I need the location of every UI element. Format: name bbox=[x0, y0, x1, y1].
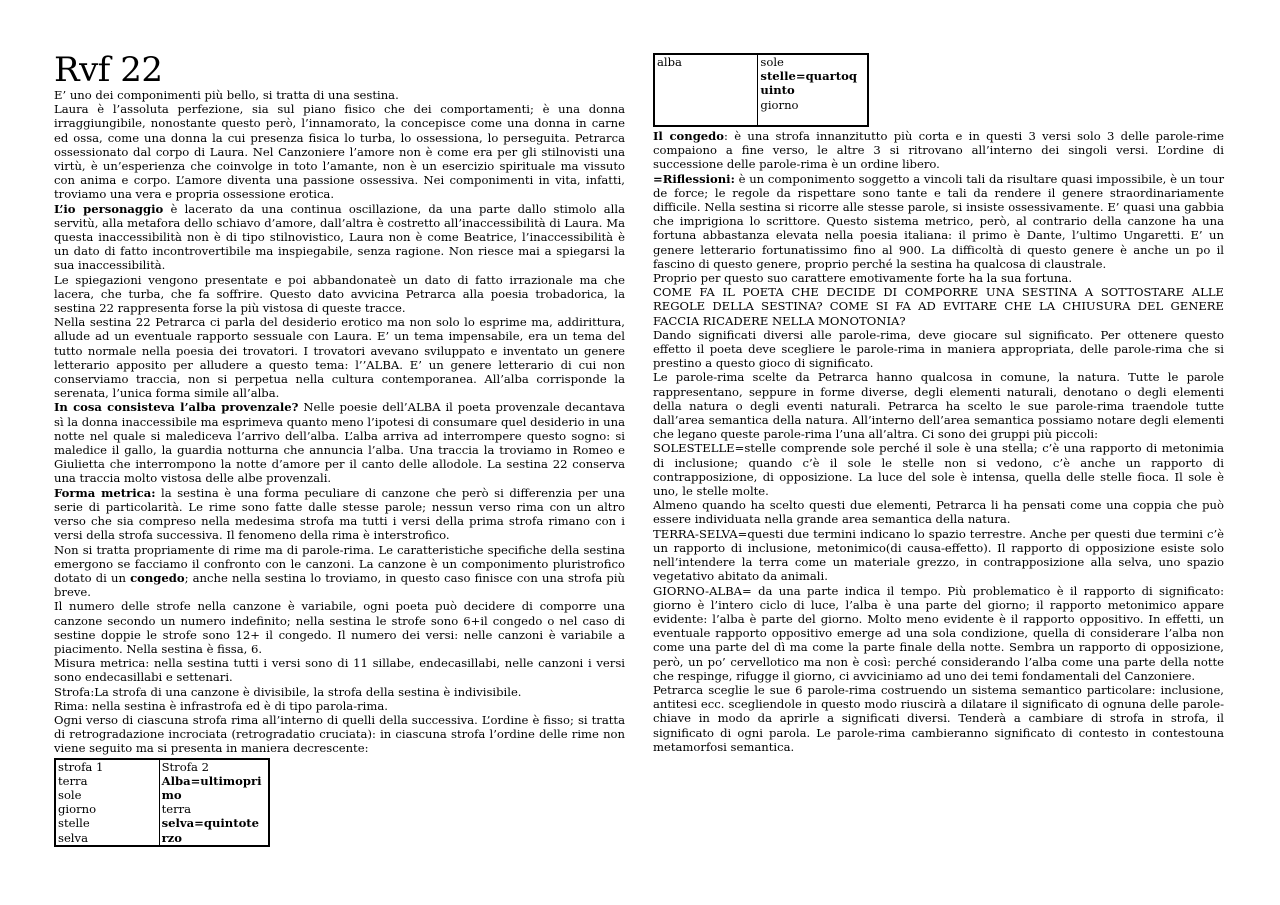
question-paragraph: COME FA IL POETA CHE DECIDE DI COMPORRE UNA SESTINA A SOTTOSTARE ALLE REGOLE DELLA SESTINA? COME SI FA AD EVITARE CHE LA CHIUSURA DEL GENERE FACCIA RICADERE NELLA MONOTONIA? bbox=[653, 285, 1224, 328]
congedo-heading: Il congedo bbox=[653, 129, 725, 143]
intro-paragraph: E’ uno dei componimenti più bello, si tratta di una sestina. bbox=[54, 88, 399, 102]
significati-paragraph: Dando significati diversi alle parole-rima, deve giocare sul significato. Per ottenere questo effetto il poeta deve scegliere le parole-rima in maniera appropriata, delle parole-rima che si prestino a questo gioco di significato. bbox=[653, 327, 1224, 371]
table-cell: alba bbox=[654, 54, 758, 126]
table-cell: terra bbox=[58, 773, 88, 788]
io-personaggio-text: è lacerato da una continua oscillazione, da una parte dallo stimolo alla servitù, alla metafora dello schiavo d’amore, dall’altra è costretto all’inaccessibilità di Laura. Ma questa inaccessibilità non è di tipo stilnovistico, Laura non è come Beatrice, l’inaccessibilità è un dato di fatto incontrovertibile ma inspiegabile, senza ragione. Non riesce mai a spiegarsi la sua inaccessibilità. bbox=[54, 201, 625, 273]
strofe-table bbox=[54, 758, 270, 847]
table-cell: Alba=ultimopri mo bbox=[161, 773, 262, 802]
io-personaggio-heading: L’io personaggio bbox=[54, 201, 164, 216]
congedo-paragraph bbox=[653, 129, 1224, 172]
alba-provenzale-text: Nelle poesie dell’ALBA il poeta provenzale decantava sì la donna inaccessibile ma esprimeva quanto meno l’ipotesi di consumare quel desiderio in una notte nel quale si malediceva l’arrivo dell’alba. L’alba arriva ad interrompere questo sogno: si maledice il gallo, la guardia notturna che annuncia l’alba. Una traccia la troviamo in Romeo e Giulietta che interrompono la notte d’amore per il canto delle allodole. La sestina 22 conserva una traccia molto vistosa delle albe provenzali. bbox=[54, 400, 625, 486]
alba-provenzale-paragraph bbox=[54, 400, 625, 485]
table-cell: Strofa 2 bbox=[161, 759, 209, 774]
right-column bbox=[653, 53, 1224, 754]
coppia-paragraph: Almeno quando ha scelto questi due elementi, Petrarca li ha pensati come una coppia che può essere individuata nella grande area semantica della natura. bbox=[653, 498, 1224, 527]
table-cell: sole bbox=[760, 55, 784, 69]
parole-rima-paragraph bbox=[54, 543, 625, 600]
riflessioni-heading: =Riflessioni: bbox=[653, 171, 735, 186]
congedo-table bbox=[653, 53, 869, 127]
table-cell: selva=quintote rzo bbox=[161, 816, 260, 845]
strofa1-column bbox=[55, 759, 159, 846]
congedo-text: : è una strofa innanzitutto più corta e in questi 3 versi solo 3 delle parole-rime compaiono a fine verso, le altre 3 si ritrovano all’interno dei singoli versi. L’ordine di successione delle parole-rima è un ordine libero. bbox=[653, 129, 1224, 172]
table-cell: giorno bbox=[58, 802, 97, 817]
misura-metrica-paragraph: Misura metrica: nella sestina tutti i versi sono di 11 sillabe, endecasillabi, nelle canzoni i versi sono endecasillabi e settenari. bbox=[54, 656, 625, 685]
alba-provenzale-heading: In cosa consisteva l’alba provenzale? bbox=[54, 400, 299, 415]
sole-stelle-paragraph: SOLESTELLE=stelle comprende sole perché il sole è una stella; c’è una rapporto di metonimia di inclusione; quando c’è il sole le stelle non si vedono, c’è anche un rapporto di contrapposizione, di opposizione. La luce del sole è intensa, quella delle stelle fioca. Il sole è uno, le stelle molte. bbox=[653, 441, 1224, 499]
io-personaggio-paragraph bbox=[54, 202, 625, 273]
numero-strofe-paragraph: Il numero delle strofe nella canzone è variabile, ogni poeta può decidere di comporre una canzone secondo un numero indefinito; nella sestina le strofe sono 6+il congedo o nel caso di sestine doppie le strofe sono 12+ il congedo. Il numero dei versi: nelle canzoni è variabile a piacimento. Nella sestina è fissa, 6. bbox=[54, 599, 625, 656]
page-title: Rvf 22 bbox=[54, 50, 163, 90]
table-cell: stelle=quartoq uinto bbox=[760, 69, 857, 98]
sistema-semantico-paragraph: Petrarca sceglie le sue 6 parole-rima costruendo un sistema semantico particolare: inclusione, antitesi ecc. scegliendole in questo modo riuscirà a dilatare il significato di ognuna delle parole-chiave in modo da aprirle a significati diversi. Tenderà a cambiare di strofa in strofa, il significato di ogni parola. Le parole-rima cambieranno significato di contesto in contestouna metamorfosi semantica. bbox=[653, 682, 1224, 754]
retrogradatio-paragraph: Ogni verso di ciascuna strofa rima all’interno di quelli della successiva. L’ordine è fisso; si tratta di retrogradazione incrociata (retrogradatio cruciata): in ciascuna strofa l’ordine delle rime non viene seguito ma si presenta in maniera decrescente: bbox=[54, 712, 625, 756]
table-cell: giorno bbox=[760, 97, 799, 112]
table-cell: terra bbox=[161, 802, 192, 817]
terra-selva-paragraph: TERRA-SELVA=questi due termini indicano lo spazio terrestre. Anche per questi due termini c’è un rapporto di inclusione, metonimico(di causa-effetto). Il rapporto di opposizione esiste solo nell’intendere la terra come un materiale grezzo, in contrapposizione alla selva, uno spazio vegetativo abitato da animali. bbox=[653, 526, 1224, 584]
left-column bbox=[54, 52, 625, 847]
parole-rima-text-b: ; anche nella sestina lo troviamo, in questo caso finisce con una strofa più breve. bbox=[54, 570, 626, 600]
congedo-term: congedo bbox=[130, 570, 185, 585]
table-cell: sole bbox=[58, 787, 82, 802]
table-cell: stelle bbox=[58, 816, 90, 831]
strofa-paragraph: Strofa:La strofa di una canzone è divisibile, la strofa della sestina è indivisibile. bbox=[54, 684, 522, 699]
laura-paragraph: Laura è l’assoluta perfezione, sia sul piano fisico che dei comportamenti; è una donna irraggiungibile, nonostante questo però, l’innamorato, la concepisce come una donna in carne ed ossa, come una donna la cui presenza fisica lo turba, lo ossessiona, lo perseguita. Petrarca ossessionato dal corpo di Laura. Nel Canzoniere l’amore non è come era per gli stilnovisti una virtù, è un’esperienza che coinvolge in toto l’amante, non è un esercizio spirituale ma vissuto con anima e corpo. L’amore diventa una passione ossessiva. Nei componimenti in vita, infatti, troviamo una vera e propria ossessione erotica. bbox=[54, 102, 625, 202]
rima-paragraph: Rima: nella sestina è infrastrofa ed è di tipo parola-rima. bbox=[54, 698, 388, 713]
congedo-table-column bbox=[758, 54, 868, 126]
forma-metrica-paragraph bbox=[54, 486, 625, 543]
forma-metrica-heading: Forma metrica: bbox=[54, 485, 156, 500]
strofa2-column bbox=[159, 759, 269, 846]
desiderio-paragraph: Nella sestina 22 Petrarca ci parla del desiderio erotico ma non solo lo esprime ma, addirittura, allude ad un eventuale rapporto sessuale con Laura. E’ un tema impensabile, era un tema del tutto normale nella poesia dei trovatori. I trovatori avevano sviluppato e inventato un genere letterario apposito per alludere a questo tema: l’’ALBA. E’ un genere letterario di cui non conserviamo traccia, non si perpetua nella cultura contemporanea. All’alba corrisponde la serenata, l’unica forma simile all’alba. bbox=[54, 315, 625, 401]
riflessioni-paragraph bbox=[653, 172, 1224, 271]
natura-paragraph: Le parole-rima scelte da Petrarca hanno qualcosa in comune, la natura. Tutte le parole rappresentano, seppure in forme diverse, degli elementi naturali, denotano o degli elementi della natura o degli eventi naturali. Petrarca ha scelto le sue parole-rima traendole tutte dall’area semantica della natura. All’interno dell’area semantica possiamo notare degli elementi che legano queste parole-rima l’una all’altra. Ci sono dei gruppi più piccoli: bbox=[653, 370, 1224, 442]
spiegazioni-paragraph: Le spiegazioni vengono presentate e poi abbandonateè un dato di fatto irrazionale ma che lacera, che turba, che fa soffrire. Questo dato avvicina Petrarca alla poesia trobadorica, la sestina 22 rappresenta forse la più vistosa di queste tracce. bbox=[54, 272, 625, 316]
fortuna-paragraph: Proprio per questo suo carattere emotivamente forte ha la sua fortuna. bbox=[653, 271, 1072, 286]
table-cell: selva bbox=[58, 830, 88, 845]
riflessioni-text: è un componimento soggetto a vincoli tali da risultare quasi impossibile, è un tour de force; le regole da rispettare sono tante e tali da rendere il genere straordinariamente difficile. Nella sestina si ricorre alle stesse parole, si insiste ossessivamente. E’ quasi una gabbia che imprigiona lo scrittore. Questo sistema metrico, però, al contrario della canzone ha una fortuna abbastanza elevata nella poesia italiana: il primo è Dante, l’ultimo Ungaretti. E’ un genere letterario fortunatissimo fino al 900. La difficoltà di questo genere è anche un po il fascino di questo genere, proprio perché la sestina ha qualcosa di claustrale. bbox=[653, 171, 1224, 271]
table-cell: strofa 1 bbox=[58, 759, 104, 774]
forma-metrica-text: la sestina è una forma peculiare di canzone che però si differenzia per una serie di particolarità. Le rime sono fatte dalle stesse parole; nessun verso rima con un altro verso che sia compreso nella medesima strofa ma tutti i versi della prima strofa rimano con i versi della strofa successiva. Il fenomeno della rima è interstrofico. bbox=[54, 485, 625, 543]
giorno-alba-paragraph: GIORNO-ALBA= da una parte indica il tempo. Più problematico è il rapporto di significato: giorno è l’intero ciclo di luce, l’alba è una parte del giorno; il rapporto metonimico appare evidente: l’alba è parte del giorno. Molto meno evidente è il rapporto oppositivo. In effetti, un eventuale rapporto oppositivo emerge ad una sola condizione, quella di considerare l’alba non come una parte del dì ma come la parte finale della notte. Sembra un rapporto di opposizione, però, un po’ cervellotico ma non è così: perché considerando l’alba come una parte della notte che respinge, rifugge il giorno, ci avviciniamo ad uno dei temi fondamentali del Canzoniere. bbox=[653, 583, 1224, 683]
parole-rima-text-a: Non si tratta propriamente di rime ma di parole-rima. Le caratteristiche specifiche della sestina emergono se facciamo il confronto con le canzoni. La canzone è un componimento pluristrofico dotato di un bbox=[54, 542, 625, 585]
